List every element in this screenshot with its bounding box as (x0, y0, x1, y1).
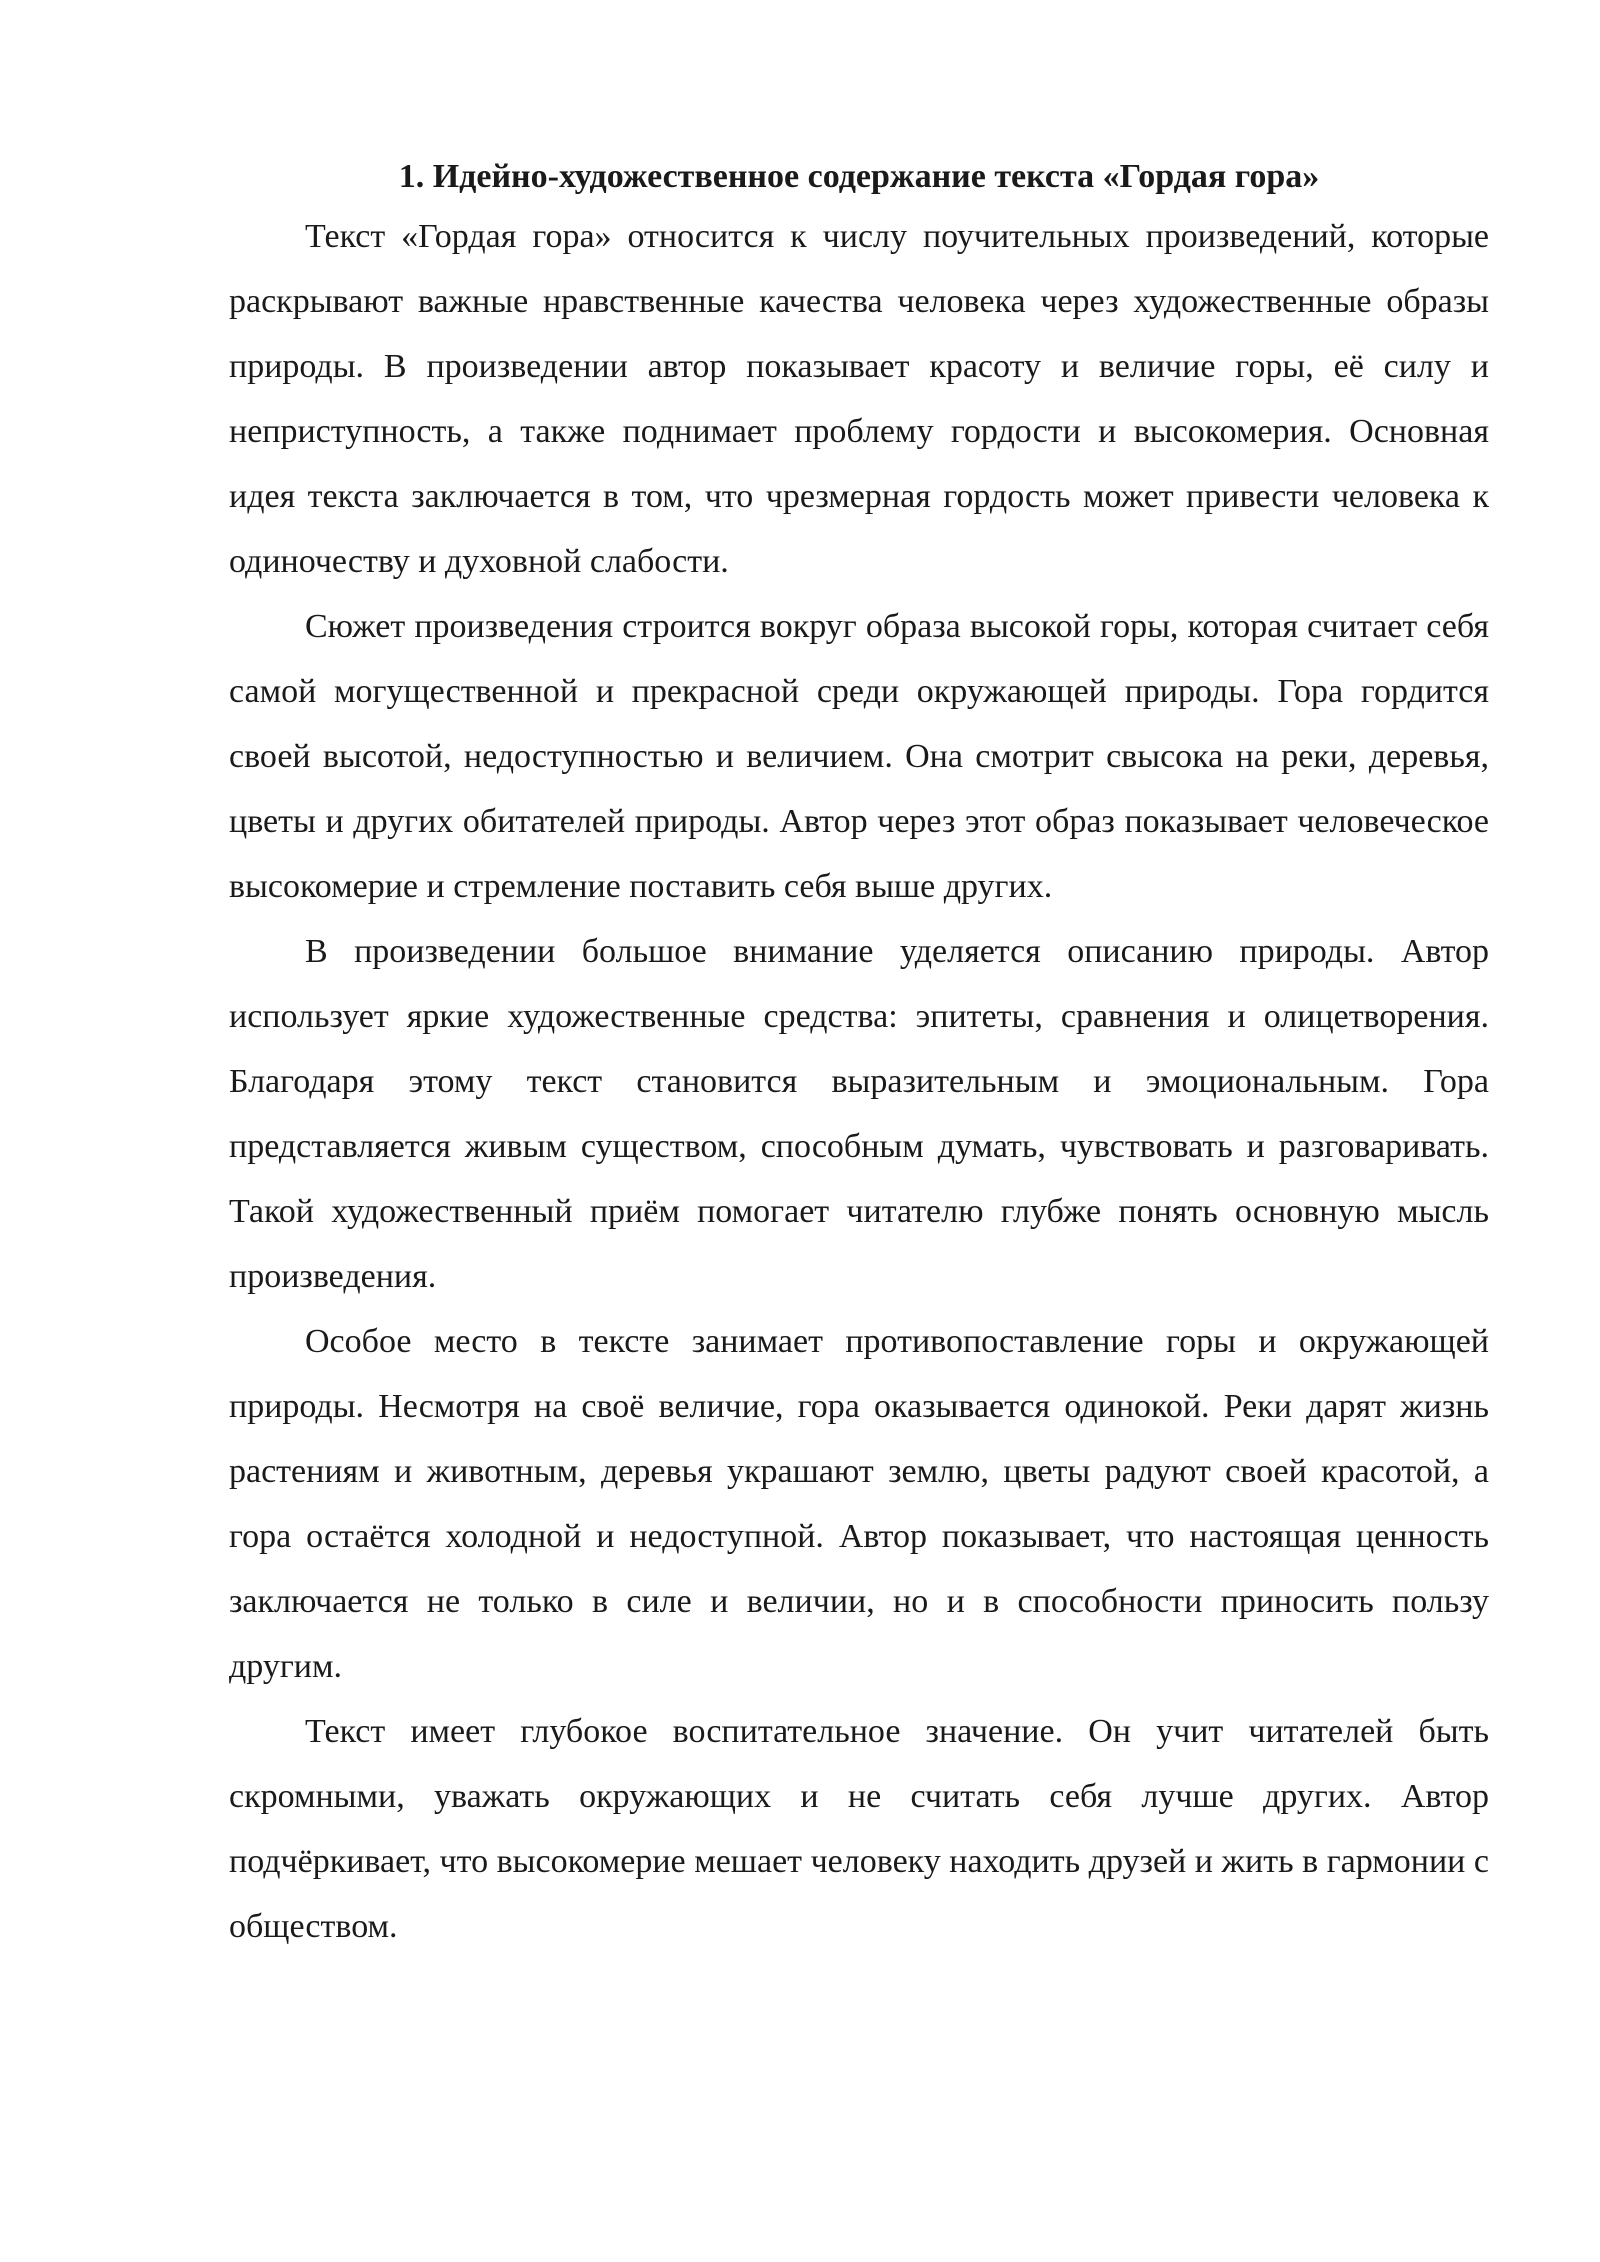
paragraph-4: Особое место в тексте занимает противопоставление горы и окружающей природы. Несмотря на своё величие, гора оказывается одинокой. Реки дарят жизнь растениям и животным, деревья украшают землю, цветы радуют своей красотой, а гора остаётся холодной и недоступной. Автор показывает, что настоящая ценность заключается не только в силе и величии, но и в способности приносить пользу другим. (229, 1323, 1489, 1685)
document-page (229, 150, 1489, 1959)
paragraph-5: Текст имеет глубокое воспитательное значение. Он учит читателей быть скромными, уважать окружающих и не считать себя лучше других. Автор подчёркивает, что высокомерие мешает человеку находить друзей и жить в гармонии с обществом. (229, 1713, 1489, 1945)
paragraph-2: Сюжет произведения строится вокруг образа высокой горы, которая считает себя самой могущественной и прекрасной среди окружающей природы. Гора гордится своей высотой, недоступностью и величием. Она смотрит свысока на реки, деревья, цветы и других обитателей природы. Автор через этот образ показывает человеческое высокомерие и стремление поставить себя выше других. (229, 608, 1489, 905)
paragraph-3: В произведении большое внимание уделяется описанию природы. Автор использует яркие художественные средства: эпитеты, сравнения и олицетворения. Благодаря этому текст становится выразительным и эмоциональным. Гора представляется живым существом, способным думать, чувствовать и разговаривать. Такой художественный приём помогает читателю глубже понять основную мысль произведения. (229, 933, 1489, 1295)
section-heading: 1. Идейно-художественное содержание текста «Гордая гора» (398, 158, 1320, 195)
paragraph-1: Текст «Гордая гора» относится к числу поучительных произведений, которые раскрывают важные нравственные качества человека через художественные образы природы. В произведении автор показывает красоту и величие горы, её силу и неприступность, а также поднимает проблему гордости и высокомерия. Основная идея текста заключается в том, что чрезмерная гордость может привести человека к одиночеству и духовной слабости. (229, 218, 1489, 580)
